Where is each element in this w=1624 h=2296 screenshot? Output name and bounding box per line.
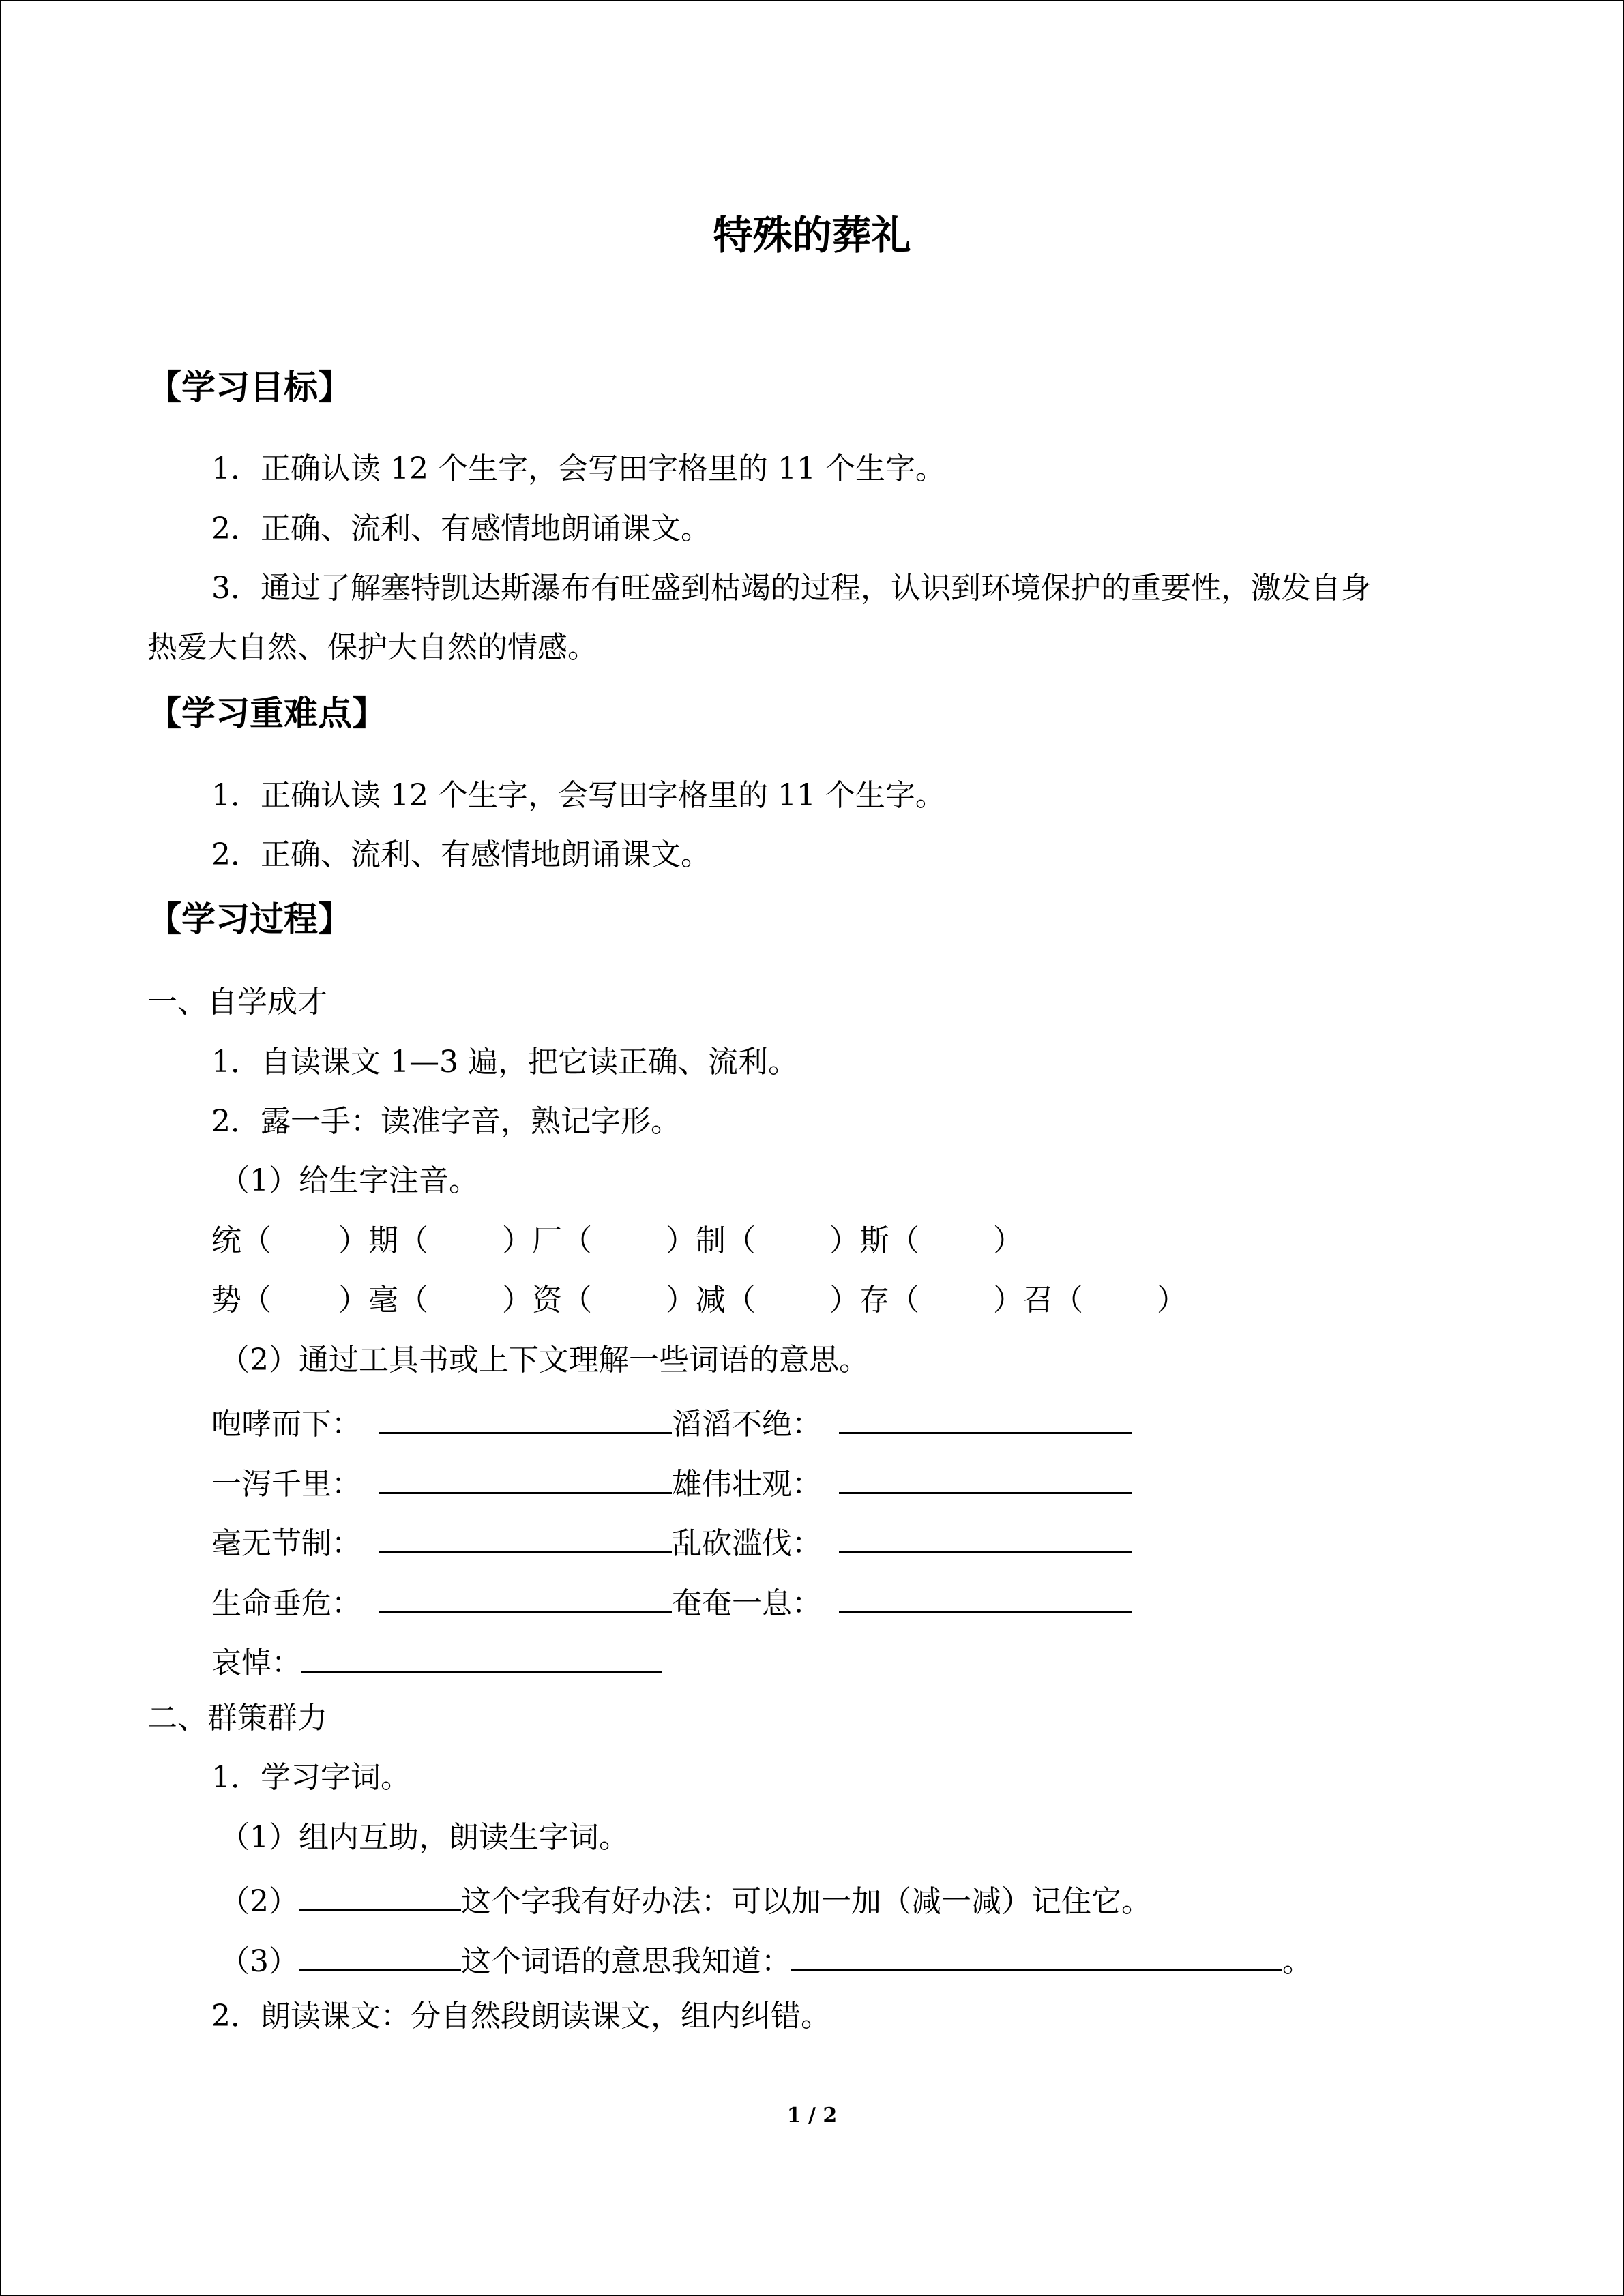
pinyin-cell: ）厂（: [502, 1223, 592, 1258]
part1-title: 一、自学成才: [147, 985, 327, 1019]
part2-sub-2: [220, 1877, 1151, 1922]
vocab-term: 生命垂危：: [211, 1586, 361, 1621]
sub-text: 这个词语的意思我知道：: [461, 1944, 791, 1979]
answer-blank[interactable]: [299, 1937, 461, 1971]
pinyin-cell: ）: [993, 1223, 1023, 1258]
answer-blank[interactable]: [839, 1399, 1132, 1434]
vocab-term: 毫无节制：: [211, 1526, 361, 1561]
part1-sub-1: （1）给生字注音。: [220, 1163, 479, 1198]
answer-blank[interactable]: [839, 1579, 1132, 1613]
vocab-row: [211, 1399, 1132, 1445]
pinyin-cell: ）召（: [993, 1283, 1083, 1317]
pinyin-cell: ）存（: [829, 1283, 919, 1317]
pinyin-cell: ）制（: [666, 1223, 756, 1258]
answer-blank[interactable]: [791, 1937, 1282, 1971]
pinyin-cell: ）减（: [666, 1283, 756, 1317]
pinyin-cell: ）: [1157, 1283, 1187, 1317]
pinyin-cell: 统（: [211, 1223, 271, 1258]
page-number: 1 / 2: [786, 2104, 838, 2128]
pinyin-row-1: [211, 1221, 1098, 1262]
part2-sub-3: [220, 1937, 1312, 1982]
answer-blank[interactable]: [839, 1459, 1132, 1494]
vocab-term: 乱砍滥伐：: [672, 1526, 822, 1561]
answer-blank[interactable]: [379, 1519, 672, 1553]
pinyin-cell: 势（: [211, 1283, 271, 1317]
answer-blank[interactable]: [379, 1459, 672, 1494]
sub-number: （2）: [220, 1884, 299, 1919]
pinyin-cell: ）毫（: [338, 1283, 428, 1317]
sub-number: （3）: [220, 1944, 299, 1979]
section-heading-goals: 【学习目标】: [147, 368, 352, 407]
answer-blank[interactable]: [379, 1579, 672, 1613]
answer-blank[interactable]: [379, 1399, 672, 1434]
vocab-term: 雄伟壮观：: [672, 1467, 822, 1502]
vocab-row: [211, 1519, 1132, 1564]
answer-blank[interactable]: [299, 1877, 461, 1911]
vocab-row: [211, 1638, 662, 1684]
answer-blank[interactable]: [839, 1519, 1132, 1553]
sub-text: 。: [1282, 1944, 1312, 1979]
vocab-term: 哀悼：: [211, 1645, 301, 1680]
key-point-item-1: 1．正确认读 12 个生字，会写田字格里的 11 个生字。: [211, 778, 945, 813]
answer-blank[interactable]: [301, 1638, 662, 1673]
part2-sub-1: （1）组内互助，朗读生字词。: [220, 1820, 629, 1855]
section-heading-process: 【学习过程】: [147, 899, 352, 939]
pinyin-cell: ）资（: [502, 1283, 592, 1317]
part2-item-2: 2．朗读课文：分自然段朗读课文，组内纠错。: [211, 1999, 831, 2033]
vocab-row: [211, 1459, 1132, 1505]
sub-text: 这个字我有好办法：可以加一加（减一减）记住它。: [461, 1884, 1151, 1919]
vocab-term: 奄奄一息：: [672, 1586, 822, 1621]
vocab-term: 滔滔不绝：: [672, 1407, 822, 1442]
goal-item-3: 3．通过了解塞特凯达斯瀑布有旺盛到枯竭的过程，认识到环境保护的重要性，激发自身: [211, 571, 1371, 606]
pinyin-row-2: [211, 1280, 1235, 1321]
key-point-item-2: 2．正确、流利、有感情地朗诵课文。: [211, 837, 711, 872]
vocab-row: [211, 1579, 1132, 1624]
part2-item-1: 1．学习字词。: [211, 1760, 411, 1795]
vocab-term: 一泻千里：: [211, 1467, 361, 1502]
vocab-term: 咆哮而下：: [211, 1407, 361, 1442]
part1-sub-2: （2）通过工具书或上下文理解一些词语的意思。: [220, 1343, 869, 1377]
page-title: 特殊的葬礼: [713, 212, 911, 258]
goal-item-2: 2．正确、流利、有感情地朗诵课文。: [211, 511, 711, 546]
section-heading-key-points: 【学习重难点】: [147, 694, 386, 733]
part2-title: 二、群策群力: [147, 1701, 327, 1735]
pinyin-cell: ）期（: [338, 1223, 428, 1258]
goal-item-3-continued: 热爱大自然、保护大自然的情感。: [147, 630, 597, 665]
part1-item-2: 2．露一手：读准字音，熟记字形。: [211, 1104, 681, 1139]
goal-item-1: 1．正确认读 12 个生字，会写田字格里的 11 个生字。: [211, 451, 945, 486]
part1-item-1: 1．自读课文 1—3 遍，把它读正确、流利。: [211, 1045, 798, 1079]
pinyin-cell: ）斯（: [829, 1223, 919, 1258]
